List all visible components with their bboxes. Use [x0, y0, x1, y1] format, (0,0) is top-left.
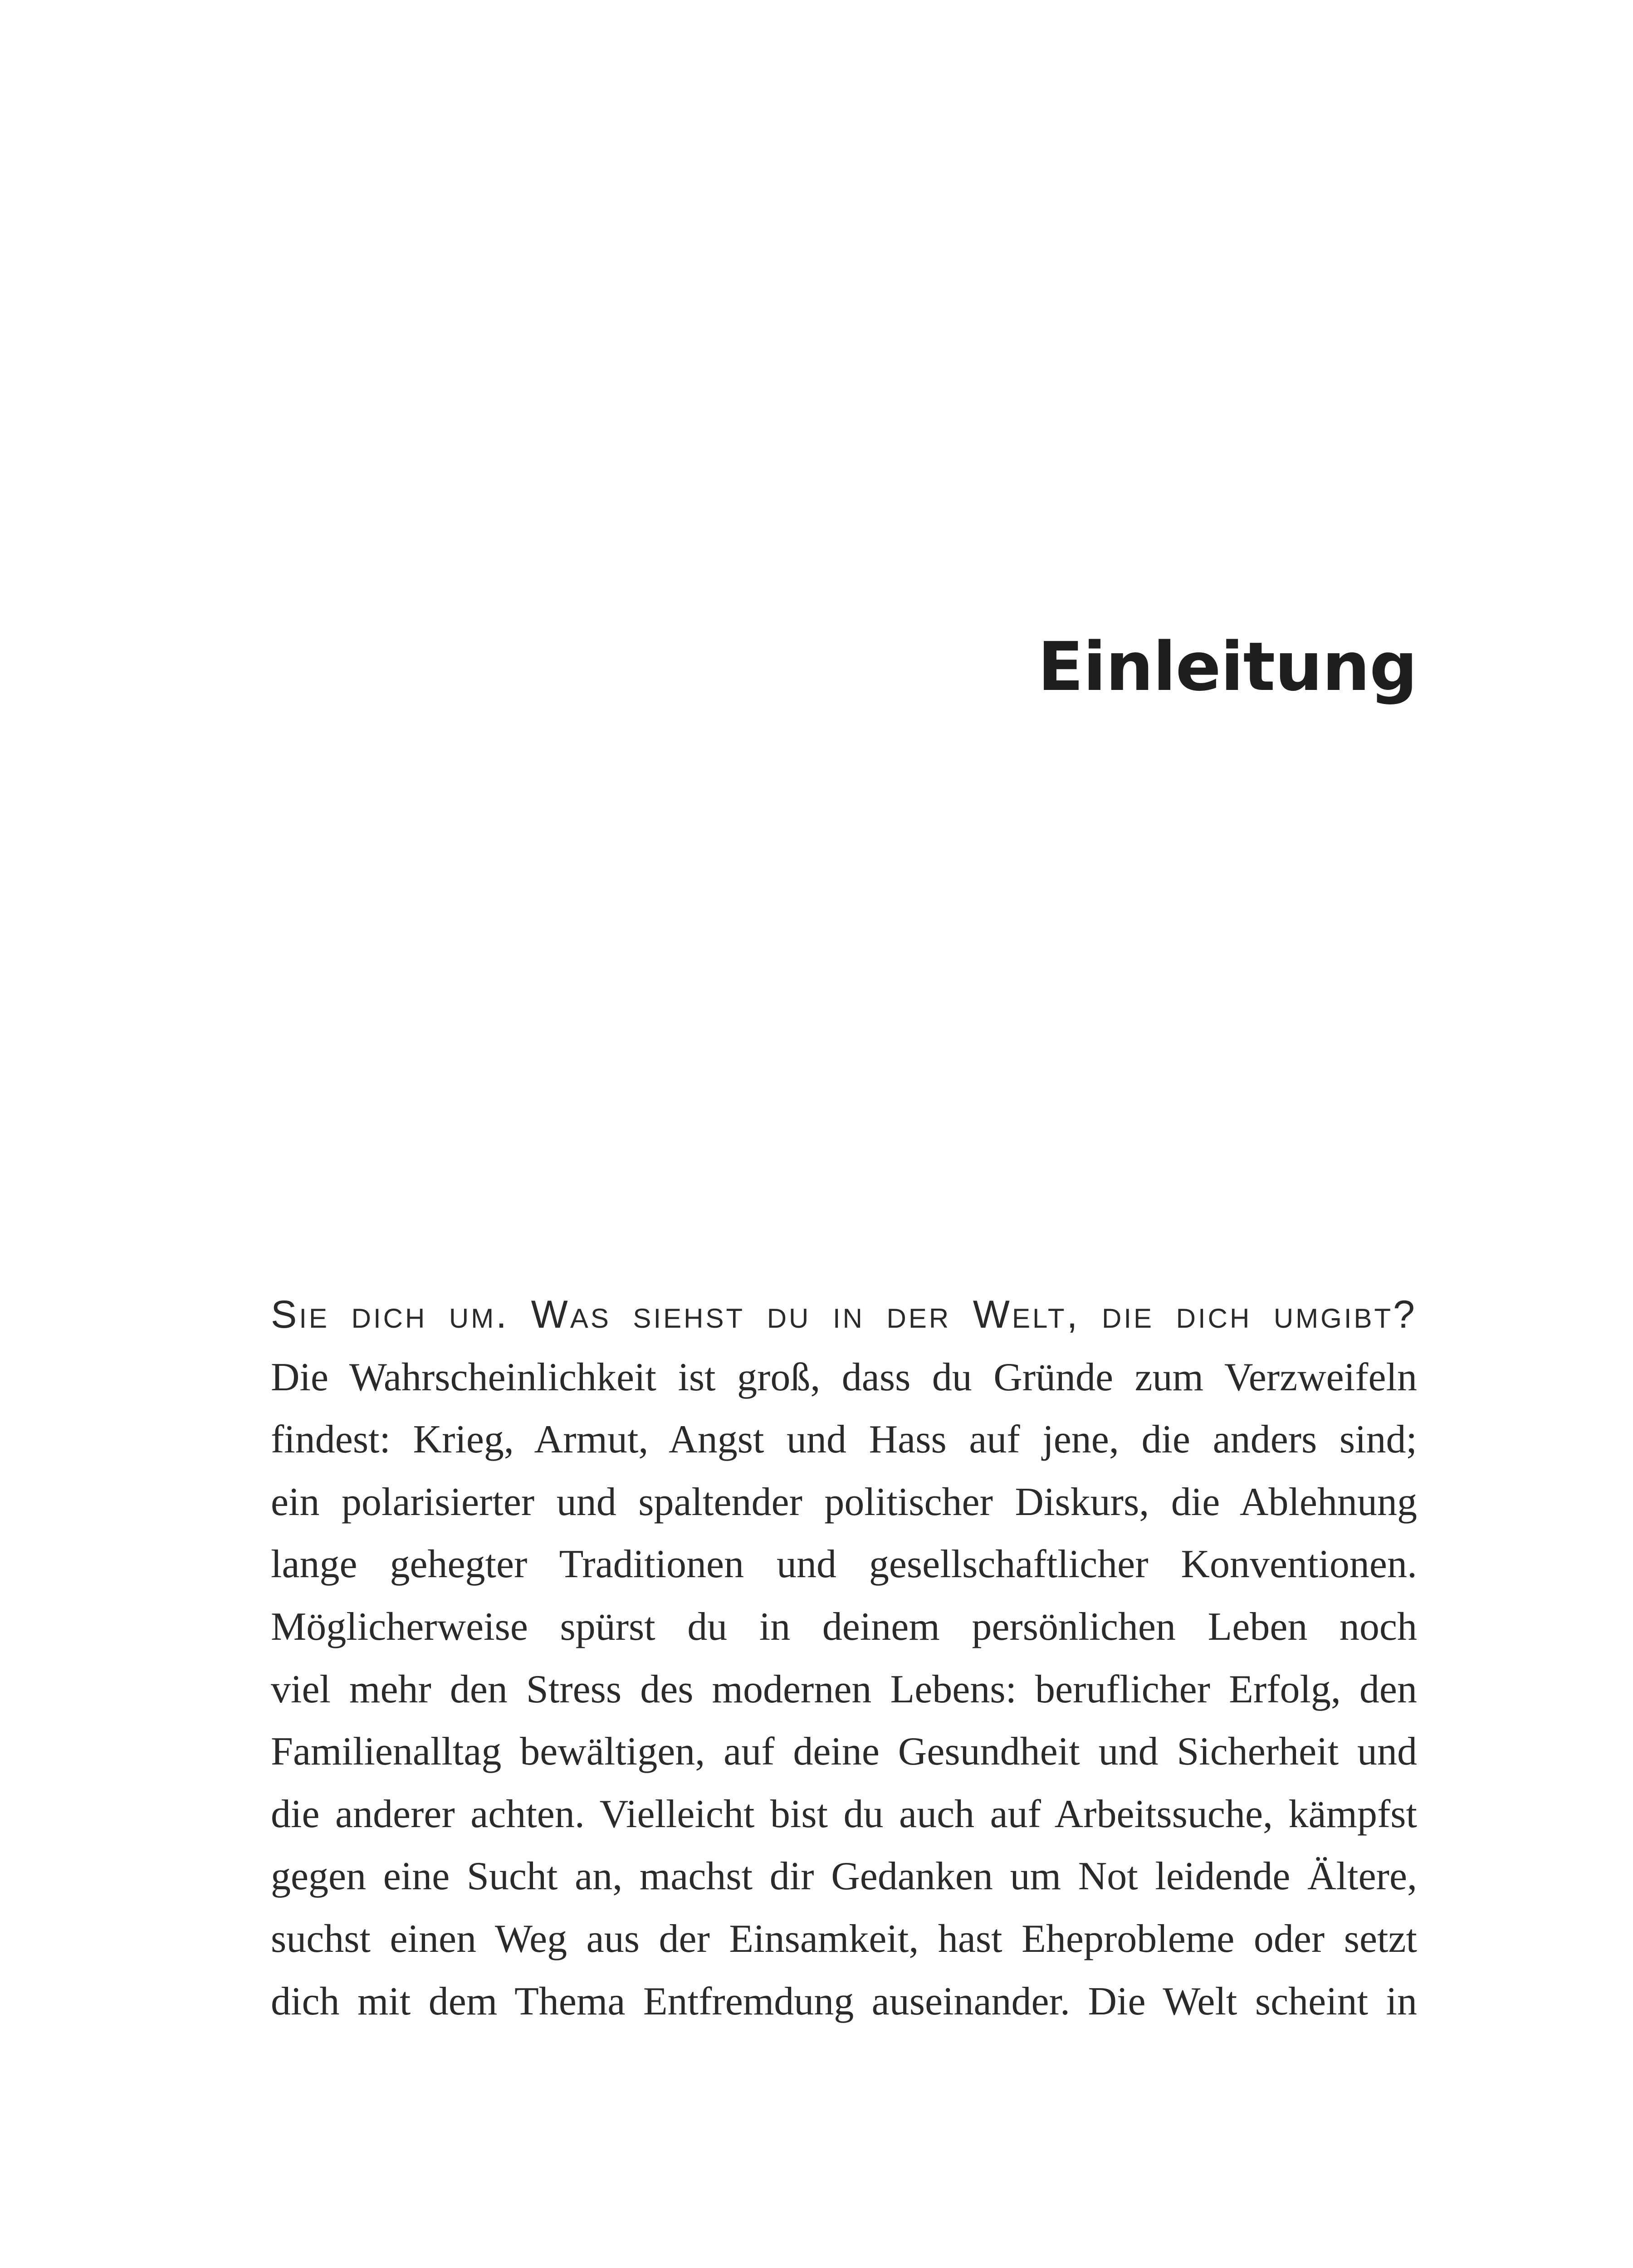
text-line: lange gehegter Traditionen und gesellschaftlicher Konventionen.: [271, 1542, 1417, 1587]
text-line: dich mit dem Thema Entfremdung auseinander. Die Welt scheint in: [271, 1979, 1417, 2024]
text-line: Die Wahrscheinlichkeit ist groß, dass du Gründe zum Verzweifeln: [271, 1355, 1417, 1399]
text-line: gegen eine Sucht an, machst dir Gedanken um Not leidende Ältere,: [271, 1854, 1417, 1899]
text-line: viel mehr den Stress des modernen Lebens: beruflicher Erfolg, den: [271, 1667, 1417, 1711]
body-text: [271, 1284, 1417, 2033]
text-line: findest: Krieg, Armut, Angst und Hass auf jene, die anders sind;: [271, 1418, 1417, 1462]
chapter-title: Einleitung: [1037, 628, 1417, 706]
text-line: ein polarisierter und spaltender politischer Diskurs, die Ablehnung: [271, 1480, 1417, 1524]
text-line: Möglicherweise spürst du in deinem persönlichen Leben noch: [271, 1604, 1417, 1649]
text-line-lead-in: Sie dich um. Was siehst du in der Welt, die dich umgibt?: [271, 1293, 1417, 1336]
text-line: Familienalltag bewältigen, auf deine Gesundheit und Sicherheit und: [271, 1730, 1417, 1774]
text-line: die anderer achten. Vielleicht bist du auch auf Arbeitssuche, kämpfst: [271, 1792, 1417, 1836]
text-line: suchst einen Weg aus der Einsamkeit, hast Eheprobleme oder setzt: [271, 1916, 1417, 1961]
